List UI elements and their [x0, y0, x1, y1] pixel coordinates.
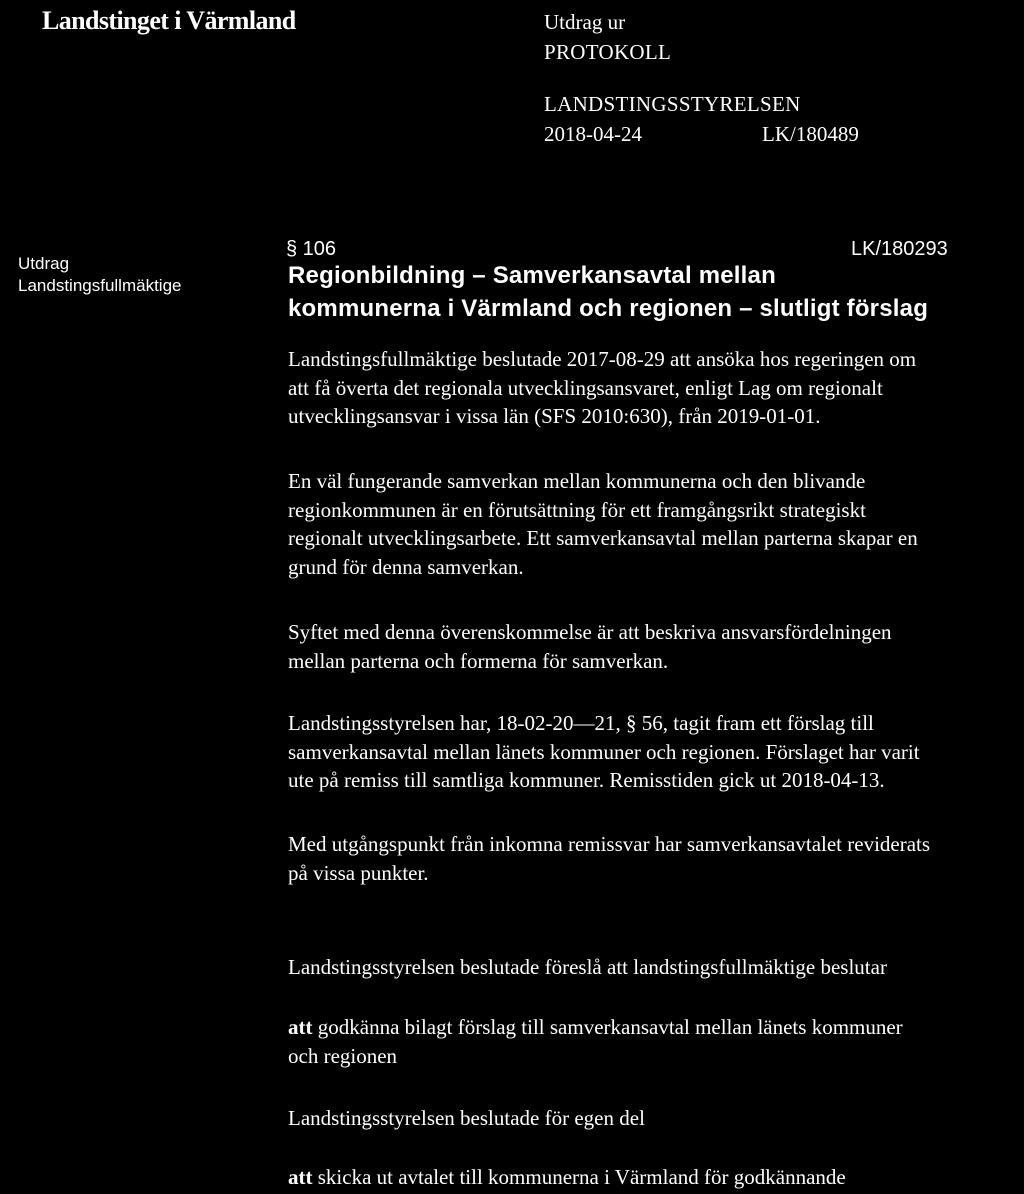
- sidebar-label-extract: Utdrag: [18, 254, 70, 273]
- meeting-date: 2018-04-24: [544, 122, 642, 146]
- organization-logo: Landstinget i Värmland: [42, 6, 296, 35]
- text-line: Syftet med denna överenskommelse är att beskriva ansvarsfördelningen: [288, 620, 892, 644]
- decision-text: skicka ut avtalet till kommunerna i Värmland för godkännande: [312, 1165, 846, 1189]
- sidebar-label-recipient: Landstingsfullmäktige: [18, 276, 182, 295]
- text-line: Landstingsfullmäktige beslutade 2017-08-29 att ansöka hos regeringen om: [288, 347, 917, 371]
- paragraph-own-decision: [288, 1104, 1024, 1133]
- paragraph-proposal: [288, 709, 1024, 795]
- decision-approve: [288, 1013, 1024, 1070]
- text-line: [288, 1013, 1024, 1042]
- text-line: En väl fungerande samverkan mellan kommunerna och den blivande: [288, 469, 866, 493]
- paragraph-cooperation: [288, 467, 1024, 582]
- protocol-reference: LK/180489: [762, 122, 859, 146]
- decision-send: [288, 1163, 1024, 1192]
- extract-label: Utdrag ur: [544, 10, 626, 34]
- text-line: regionkommunen är en förutsättning för ett framgångsrikt strategiskt: [288, 497, 866, 522]
- decision-keyword: att: [288, 1165, 313, 1189]
- text-line: utvecklingsansvar i vissa län (SFS 2010:630), från 2019-01-01.: [288, 404, 821, 429]
- text-line: mellan parterna och formerna för samverkan.: [288, 648, 669, 673]
- decision-text: godkänna bilagt förslag till samverkansavtal mellan länets kommuner: [312, 1015, 903, 1039]
- document-type: PROTOKOLL: [544, 40, 672, 64]
- text-line: Landstingsstyrelsen beslutade för egen del: [288, 1106, 645, 1130]
- section-number: § 106: [286, 238, 337, 260]
- decision-keyword: att: [288, 1015, 313, 1039]
- text-line: Landstingsstyrelsen beslutade föreslå att landstingsfullmäktige beslutar: [288, 955, 887, 979]
- section-title-line-1: Regionbildning – Samverkansavtal mellan: [288, 262, 776, 289]
- section-reference: LK/180293: [851, 238, 948, 260]
- board-name: LANDSTINGSSTYRELSEN: [544, 92, 801, 116]
- text-line: regionalt utvecklingsarbete. Ett samverkansavtal mellan parterna skapar en: [288, 526, 918, 551]
- text-line: på vissa punkter.: [288, 860, 429, 885]
- text-line: grund för denna samverkan.: [288, 555, 524, 580]
- text-line: Landstingsstyrelsen har, 18-02-20—21, § 56, tagit fram ett förslag till: [288, 711, 874, 735]
- text-line: [288, 1163, 1024, 1192]
- text-line: Med utgångspunkt från inkomna remissvar har samverkansavtalet reviderats: [288, 832, 931, 856]
- paragraph-application: [288, 345, 1024, 431]
- paragraph-purpose: [288, 618, 1024, 675]
- text-line: att få överta det regionala utvecklingsansvaret, enligt Lag om regionalt: [288, 375, 883, 400]
- text-line: och regionen: [288, 1043, 398, 1068]
- paragraph-revision: [288, 830, 1024, 887]
- text-line: samverkansavtal mellan länets kommuner och regionen. Förslaget har varit: [288, 739, 920, 764]
- paragraph-board-proposal: [288, 953, 1024, 982]
- text-line: ute på remiss till samtliga kommuner. Remisstiden gick ut 2018-04-13.: [288, 768, 885, 793]
- section-title-line-2: kommunerna i Värmland och regionen – slutligt förslag: [288, 295, 929, 322]
